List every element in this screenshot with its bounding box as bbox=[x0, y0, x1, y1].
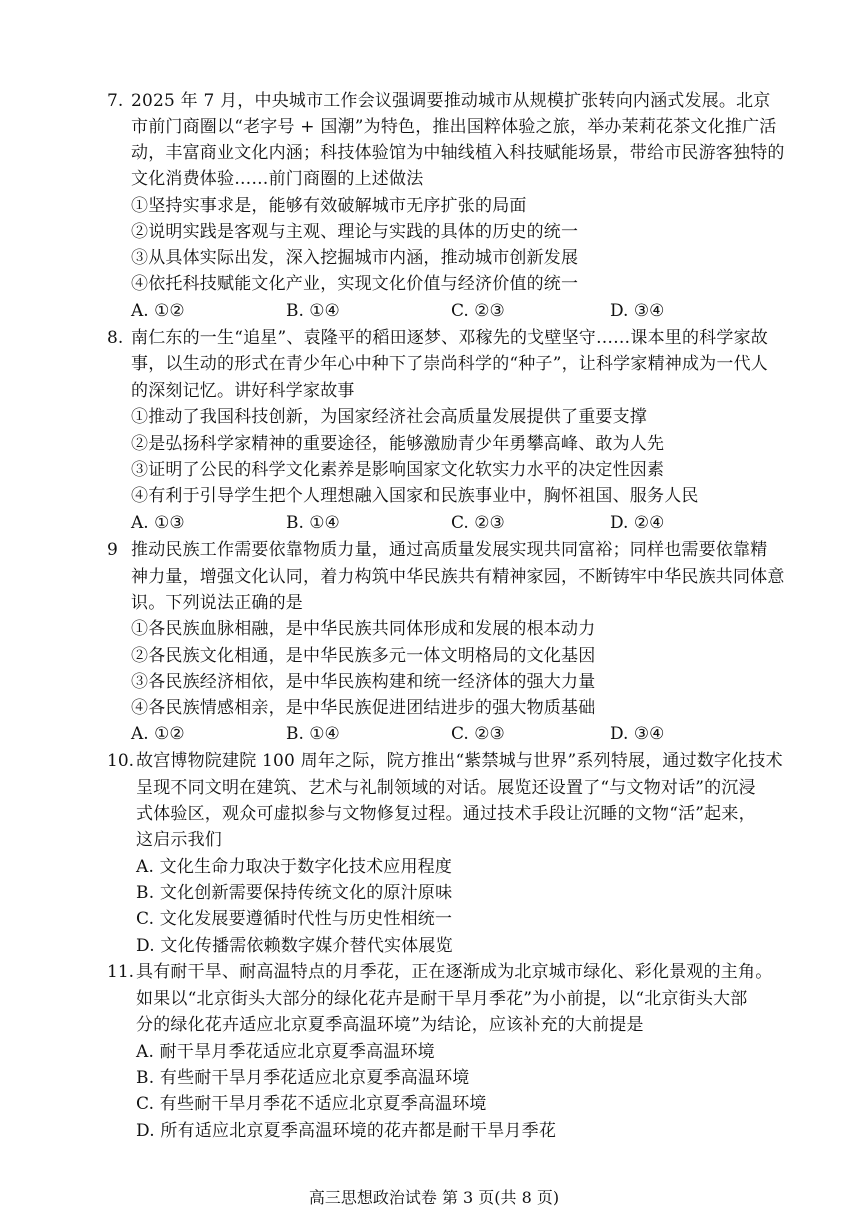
stem-line: 动，丰富商业文化内涵；科技体验馆为中轴线植入科技赋能场景，带给市民游客独特的 bbox=[131, 143, 785, 163]
stem-line: 南仁东的一生“追星”、袁隆平的稻田逐梦、邓稼先的戈壁坚守……课本里的科学家故 bbox=[131, 328, 768, 348]
option-a[interactable]: A. ①③ bbox=[131, 513, 185, 533]
stem-line: 具有耐干旱、耐高温特点的月季花，正在逐渐成为北京城市绿化、彩化景观的主角。 bbox=[136, 962, 773, 982]
choice-d[interactable]: D. 所有适应北京夏季高温环境的花卉都是耐干旱月季花 bbox=[136, 1121, 557, 1141]
options-row bbox=[131, 512, 691, 534]
choice-b[interactable]: B. 文化创新需要保持传统文化的原汁原味 bbox=[136, 883, 453, 903]
statement: ②各民族文化相通，是中华民族多元一体文明格局的文化基因 bbox=[131, 646, 596, 666]
statement: ④依托科技赋能文化产业，实现文化价值与经济价值的统一 bbox=[131, 274, 579, 294]
stem-line: 神力量，增强文化认同，着力构筑中华民族共有精神家园，不断铸牢中华民族共同体意 bbox=[131, 567, 785, 587]
statement: ③各民族经济相依，是中华民族构建和统一经济体的强大力量 bbox=[131, 672, 596, 692]
statement: ④各民族情感相亲，是中华民族促进团结进步的强大物质基础 bbox=[131, 698, 596, 718]
question-number: 11. bbox=[107, 962, 135, 982]
options-row bbox=[131, 300, 691, 322]
option-b[interactable]: B. ①④ bbox=[286, 513, 340, 533]
stem-line: 故宫博物院建院 100 周年之际，院方推出“紫禁城与世界”系列特展，通过数字化技术 bbox=[136, 751, 783, 771]
option-d[interactable]: D. ③④ bbox=[610, 724, 665, 744]
stem-line: 这启示我们 bbox=[136, 830, 222, 850]
statement: ②是弘扬科学家精神的重要途径，能够激励青少年勇攀高峰、敢为人先 bbox=[131, 434, 665, 454]
stem-line: 识。下列说法正确的是 bbox=[131, 593, 303, 613]
question-number: 8. bbox=[107, 328, 124, 348]
statement: ①各民族血脉相融，是中华民族共同体形成和发展的根本动力 bbox=[131, 619, 596, 639]
question-number: 7. bbox=[107, 91, 124, 111]
option-d[interactable]: D. ③④ bbox=[610, 301, 665, 321]
statement: ①推动了我国科技创新，为国家经济社会高质量发展提供了重要支撑 bbox=[131, 407, 647, 427]
statement: ②说明实践是客观与主观、理论与实践的具体的历史的统一 bbox=[131, 222, 579, 242]
question-number: 10. bbox=[107, 751, 135, 771]
statement: ④有利于引导学生把个人理想融入国家和民族事业中，胸怀祖国、服务人民 bbox=[131, 486, 699, 506]
statement: ①坚持实事求是，能够有效破解城市无序扩张的局面 bbox=[131, 196, 527, 216]
option-a[interactable]: A. ①② bbox=[131, 724, 185, 744]
stem-line: 2025 年 7 月，中央城市工作会议强调要推动城市从规模扩张转向内涵式发展。北京 bbox=[131, 91, 771, 111]
option-c[interactable]: C. ②③ bbox=[451, 301, 505, 321]
statement: ③从具体实际出发，深入挖掘城市内涵，推动城市创新发展 bbox=[131, 248, 579, 268]
option-c[interactable]: C. ②③ bbox=[451, 724, 505, 744]
choice-c[interactable]: C. 有些耐干旱月季花不适应北京夏季高温环境 bbox=[136, 1094, 487, 1114]
stem-line: 文化消费体验……前门商圈的上述做法 bbox=[131, 169, 424, 189]
page-footer: 高三思想政治试卷 第 3 页(共 8 页) bbox=[308, 1188, 560, 1207]
stem-line: 呈现不同文明在建筑、艺术与礼制领域的对话。展览还设置了“与文物对话”的沉浸 bbox=[136, 778, 756, 798]
choice-d[interactable]: D. 文化传播需依赖数字媒介替代实体展览 bbox=[136, 936, 453, 956]
stem-line: 的深刻记忆。讲好科学家故事 bbox=[131, 381, 355, 401]
statement: ③证明了公民的科学文化素养是影响国家文化软实力水平的决定性因素 bbox=[131, 460, 665, 480]
stem-line: 分的绿化花卉适应北京夏季高温环境”为结论，应该补充的大前提是 bbox=[136, 1015, 644, 1035]
option-a[interactable]: A. ①② bbox=[131, 301, 185, 321]
stem-line: 如果以“北京街头大部分的绿化花卉是耐干旱月季花”为小前提，以“北京街头大部 bbox=[136, 989, 748, 1009]
choice-c[interactable]: C. 文化发展要遵循时代性与历史性相统一 bbox=[136, 909, 453, 929]
options-row bbox=[131, 723, 691, 745]
question-number: 9 bbox=[107, 540, 118, 560]
option-b[interactable]: B. ①④ bbox=[286, 724, 340, 744]
option-b[interactable]: B. ①④ bbox=[286, 301, 340, 321]
choice-b[interactable]: B. 有些耐干旱月季花适应北京夏季高温环境 bbox=[136, 1068, 470, 1088]
option-d[interactable]: D. ②④ bbox=[610, 513, 665, 533]
choice-a[interactable]: A. 文化生命力取决于数字化技术应用程度 bbox=[136, 857, 453, 877]
stem-line: 推动民族工作需要依靠物质力量，通过高质量发展实现共同富裕；同样也需要依靠精 bbox=[131, 540, 768, 560]
choice-a[interactable]: A. 耐干旱月季花适应北京夏季高温环境 bbox=[136, 1042, 435, 1062]
stem-line: 式体验区，观众可虚拟参与文物修复过程。通过技术手段让沉睡的文物“活”起来， bbox=[136, 804, 756, 824]
stem-line: 事，以生动的形式在青少年心中种下了崇尚科学的“种子”，让科学家精神成为一代人 bbox=[131, 354, 768, 374]
option-c[interactable]: C. ②③ bbox=[451, 513, 505, 533]
stem-line: 市前门商圈以“老字号 + 国潮”为特色，推出国粹体验之旅，举办茉莉花茶文化推广活 bbox=[131, 117, 777, 137]
